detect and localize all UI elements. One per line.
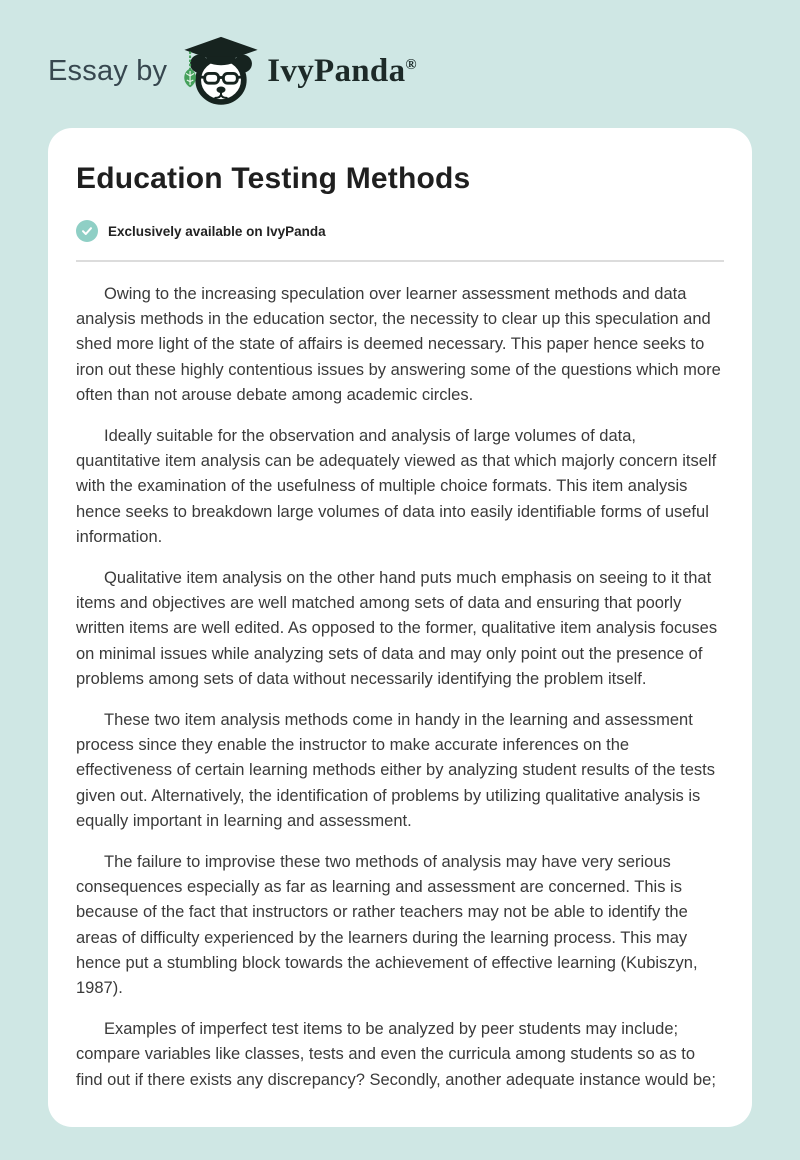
check-icon — [76, 220, 98, 242]
essay-body — [76, 282, 724, 1093]
brand-name: IvyPanda® — [267, 52, 417, 89]
availability-badge — [76, 220, 724, 242]
essay-by-label: Essay by — [48, 54, 168, 87]
essay-paragraph: Examples of imperfect test items to be analyzed by peer students may include; compare variables like classes, tests and even the curricula among students so as to find out if there exists any discrepancy? Secondly, another adequate instance would be; — [76, 1020, 716, 1089]
panda-graduate-icon — [183, 36, 259, 106]
registered-trademark: ® — [405, 56, 417, 73]
essay-paragraph: The failure to improvise these two methods of analysis may have very serious consequences especially as far as learning and assessment are concerned. This is because of the fact that instructors or rather teachers may not be able to identify the areas of difficulty experienced by the learners during the learning process. This may hence put a stumbling block towards the achievement of effective learning (Kubiszyn, 1987). — [76, 853, 698, 998]
page-header — [0, 0, 800, 128]
essay-card — [48, 128, 752, 1127]
essay-paragraph: Owing to the increasing speculation over learner assessment methods and data analysis methods in the education sector, the necessity to clear up this speculation and shed more light of the state of affairs is deemed necessary. This paper hence seeks to iron out these highly contentious issues by answering some of the questions which more often than not arouse debate among academic circles. — [76, 285, 721, 404]
essay-paragraph: Ideally suitable for the observation and analysis of large volumes of data, quantitative item analysis can be adequately viewed as that which majorly concern itself with the examination of the usefulness of multiple choice formats. This item analysis hence seeks to breakdown large volumes of data into easily identifiable forms of useful information. — [76, 427, 717, 546]
essay-paragraph: Qualitative item analysis on the other hand puts much emphasis on seeing to it that items and objectives are well matched among sets of data and ensuring that poorly written items are well edited. As opposed to the former, qualitative item analysis focuses on minimal issues while analyzing sets of data and may only point out the presence of problems among sets of data without necessarily identifying the problem itself. — [76, 569, 718, 688]
divider — [76, 260, 724, 262]
essay-paragraph: These two item analysis methods come in handy in the learning and assessment process since they enable the instructor to make accurate inferences on the effectiveness of certain learning methods either by analyzing student results of the tests given out. Alternatively, the identification of problems by utilizing qualitative analysis is equally important in learning and assessment. — [76, 711, 715, 830]
essay-title: Education Testing Methods — [76, 162, 471, 195]
badge-label: Exclusively available on IvyPanda — [108, 223, 326, 239]
ivypanda-logo — [183, 36, 417, 106]
